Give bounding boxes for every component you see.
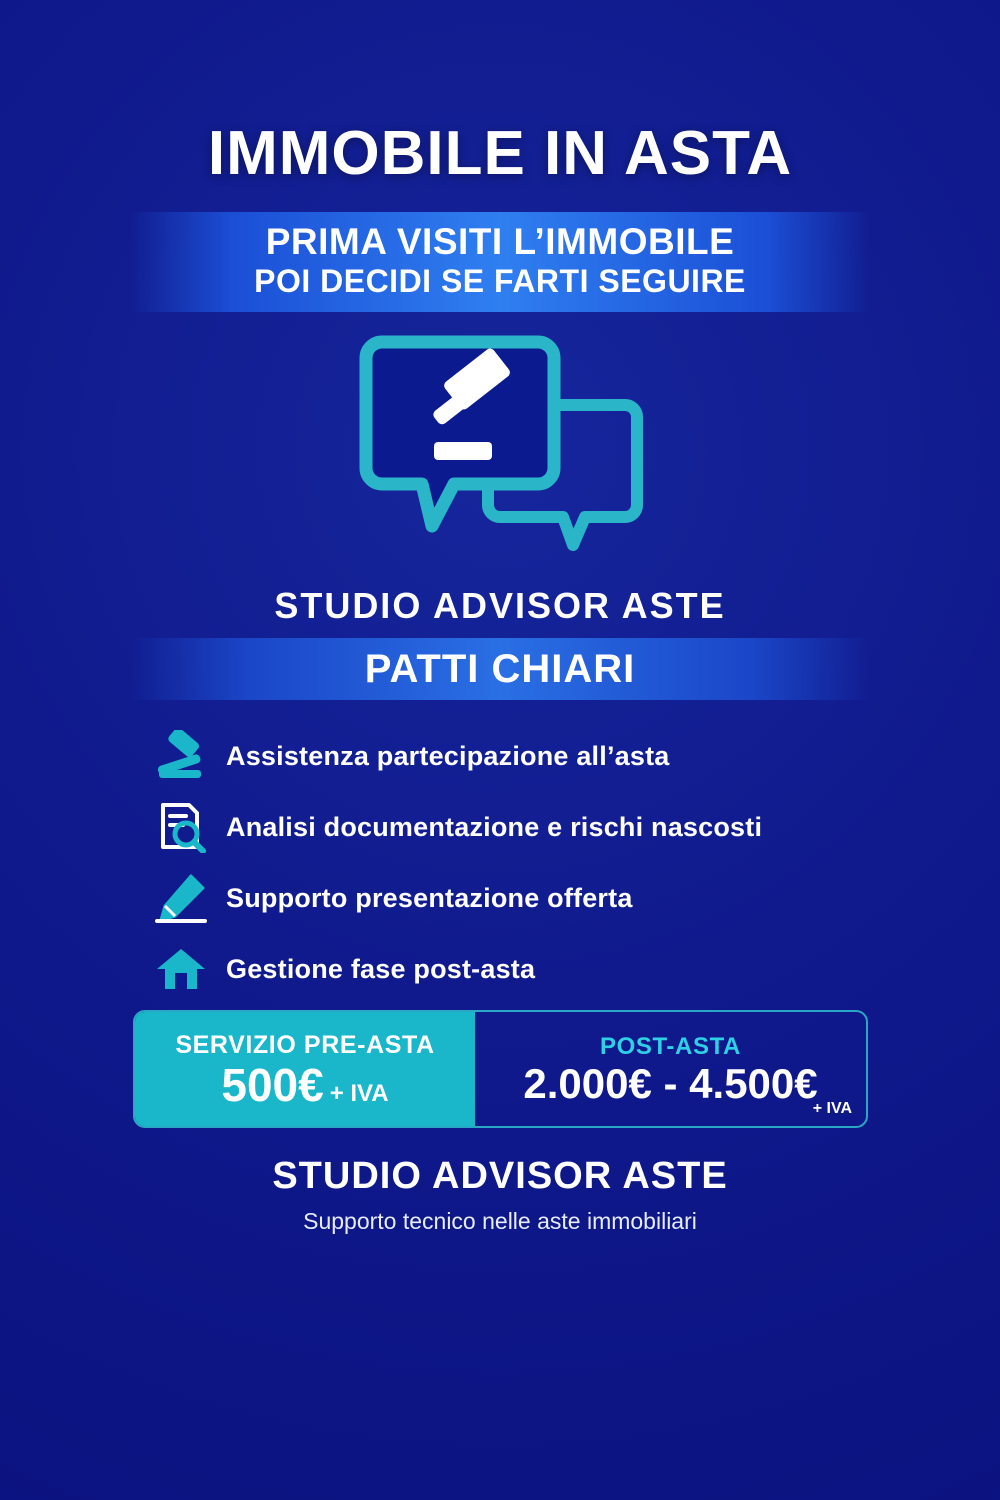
feature-label: Analisi documentazione e rischi nascosti (226, 811, 763, 842)
subtitle-line-2: POI DECIDI SE FARTI SEGUIRE (254, 263, 746, 300)
list-item (152, 864, 892, 932)
document-search-icon (152, 801, 210, 853)
price-vat: + IVA (329, 1079, 389, 1107)
price-card-pre-asta (135, 1012, 475, 1126)
price-value-row (221, 1058, 389, 1111)
feature-list (152, 722, 892, 1006)
footer-brand: STUDIO ADVISOR ASTE (272, 1155, 728, 1197)
price-vat: + IVA (812, 1100, 852, 1117)
list-item (152, 935, 892, 1003)
house-icon (152, 943, 210, 995)
feature-label: Gestione fase post-asta (226, 953, 536, 984)
price-card-post-asta (475, 1012, 866, 1126)
price-amount: 2.000€ - 4.500€ (523, 1060, 818, 1107)
pen-signature-icon (152, 872, 210, 924)
footer-subtitle: Supporto tecnico nelle aste immobiliari (303, 1208, 697, 1234)
feature-label: Supporto presentazione offerta (226, 882, 633, 913)
subtitle-line-1: PRIMA VISITI L’IMMOBILE (265, 220, 735, 262)
pricing-box (133, 1010, 868, 1128)
price-amount: 500€ (221, 1058, 324, 1111)
list-item (152, 793, 892, 861)
brand-name: STUDIO ADVISOR ASTE (274, 585, 726, 626)
feature-label: Assistenza partecipazione all’asta (226, 740, 670, 771)
tagline-banner (130, 638, 870, 700)
price-label: POST-ASTA (600, 1033, 741, 1060)
list-item (152, 722, 892, 790)
gavel-icon (152, 730, 210, 782)
auction-gavel-chat-bubble-icon (350, 330, 650, 580)
tagline-text: PATTI CHIARI (364, 646, 636, 691)
price-label: SERVIZIO PRE-ASTA (175, 1030, 435, 1059)
page-title: IMMOBILE IN ASTA (207, 119, 793, 188)
subtitle-banner (130, 212, 870, 312)
